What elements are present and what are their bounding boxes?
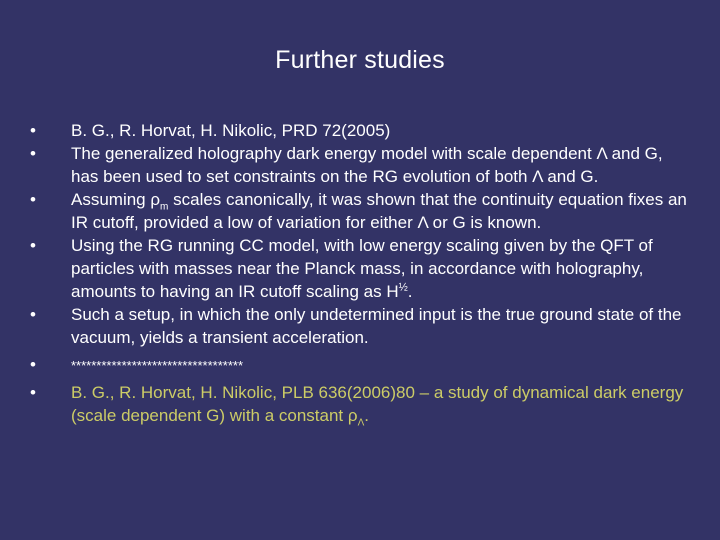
bullet-icon: • — [30, 383, 36, 402]
bullet-icon: • — [30, 355, 36, 374]
subscript-m: m — [160, 201, 169, 213]
subscript-lambda: Λ — [357, 417, 365, 429]
bullet-item — [30, 188, 690, 234]
bullet-item — [30, 142, 690, 188]
bullet-text-pre: B. G., R. Horvat, H. Nikolic, PLB 636(2006)80 – a study of dynamical dark energy (scale dependent G) with a constant ρ — [71, 383, 684, 425]
bullet-icon: • — [30, 121, 36, 140]
bullet-item — [30, 353, 690, 377]
bullet-text-post: . — [364, 406, 369, 425]
bullet-text-post: . — [407, 282, 413, 301]
bullet-icon: • — [30, 190, 36, 209]
bullet-text: B. G., R. Horvat, H. Nikolic, PRD 72(2005) — [71, 121, 391, 140]
separator-stars: ********************************** — [71, 358, 244, 373]
bullet-text: The generalized holography dark energy model with scale dependent Λ and G, has been used to set constraints on the RG evolution of both Λ and G. — [71, 144, 663, 186]
bullet-item — [30, 303, 690, 349]
bullet-text-pre: Using the RG running CC model, with low energy scaling given by the QFT of particles with masses near the Planck mass, in accordance with holography, amounts to having an IR cutoff scaling as H — [71, 236, 653, 301]
bullet-icon: • — [30, 305, 36, 324]
bullet-text: Such a setup, in which the only undetermined input is the true ground state of the vacuum, yields a transient acceleration. — [71, 305, 682, 347]
bullet-item — [30, 119, 690, 142]
bullet-icon: • — [30, 236, 36, 255]
bullet-list — [30, 119, 690, 427]
bullet-item — [30, 381, 690, 427]
bullet-icon: • — [30, 144, 36, 163]
bullet-text-post: scales canonically, it was shown that the continuity equation fixes an IR cutoff, provided a low of variation for either Λ or G is known. — [71, 190, 687, 232]
superscript-half: ½ — [398, 281, 408, 294]
slide-title: Further studies — [275, 46, 445, 74]
bullet-text-pre: Assuming ρ — [71, 190, 161, 209]
bullet-item — [30, 234, 690, 303]
